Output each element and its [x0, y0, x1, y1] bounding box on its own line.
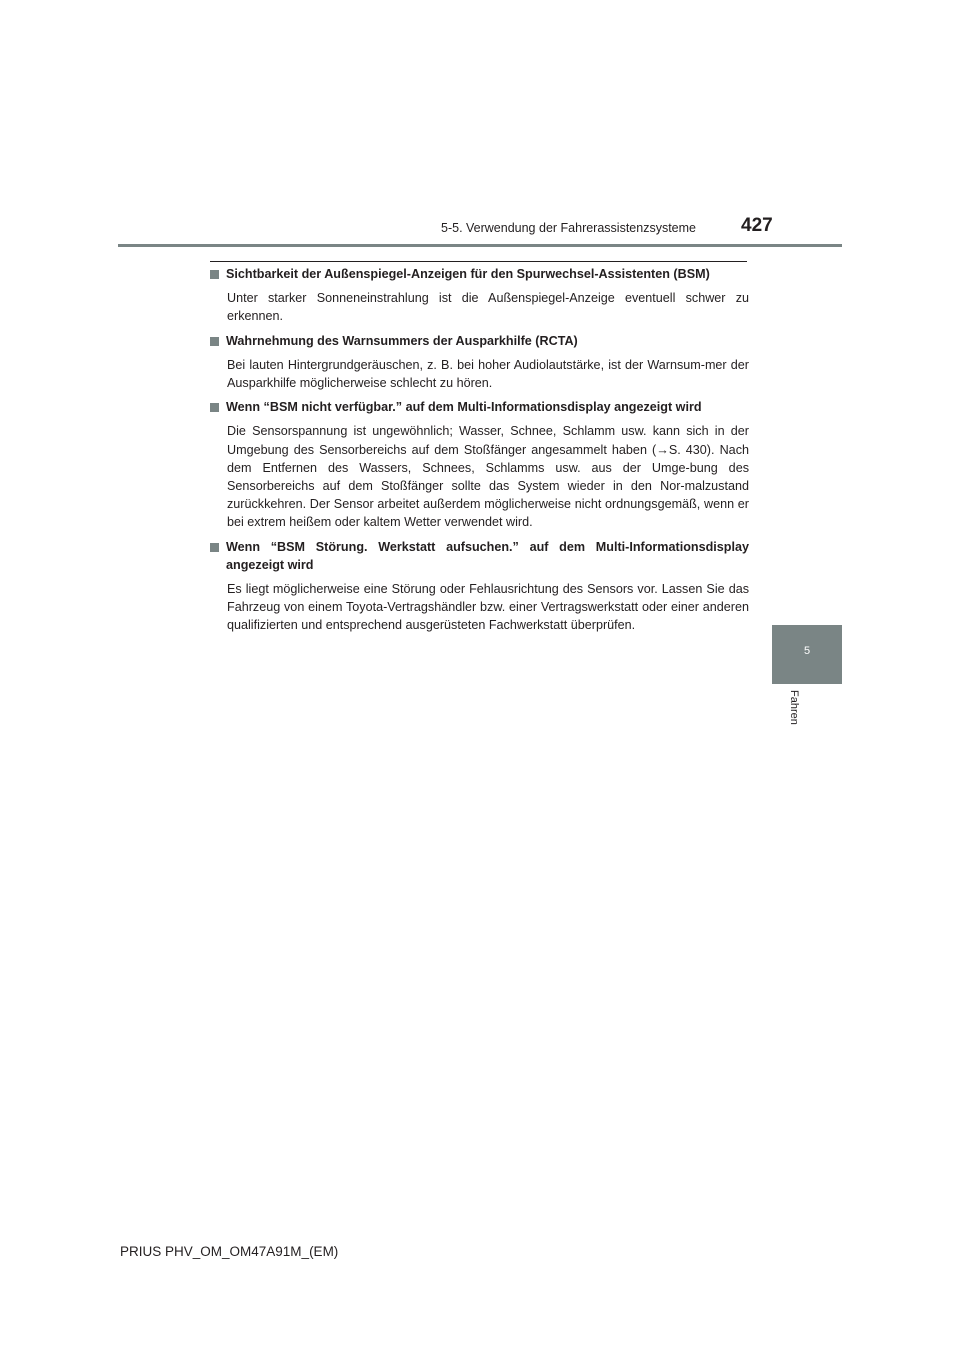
section-rcta-buzzer — [210, 332, 749, 393]
chapter-tab-number: 5 — [803, 645, 811, 657]
header-rule — [118, 244, 842, 247]
section-heading — [210, 538, 749, 574]
section-heading — [210, 332, 749, 350]
section-heading-text: Wenn “BSM nicht verfügbar.” auf dem Multi-Informationsdisplay angezeigt wird — [226, 400, 702, 415]
main-content — [210, 265, 749, 641]
footer-document-id: PRIUS PHV_OM_OM47A91M_(EM) — [120, 1244, 339, 1259]
content-top-rule — [210, 261, 747, 262]
square-bullet-icon — [210, 543, 219, 552]
section-heading — [210, 398, 749, 416]
section-heading-text: Wenn “BSM Störung. Werkstatt aufsuchen.” auf dem Multi-Informationsdisplay angezeigt wird — [226, 539, 749, 572]
section-heading — [210, 265, 749, 283]
section-bsm-malfunction — [210, 538, 749, 635]
section-heading-text: Sichtbarkeit der Außenspiegel-Anzeigen für den Spurwechsel-Assistenten (BSM) — [226, 267, 710, 281]
chapter-tab-label — [788, 690, 802, 736]
section-bsm-unavailable — [210, 398, 749, 531]
chapter-tab-label-text: Fahren — [788, 690, 800, 725]
chapter-tab — [772, 625, 842, 684]
section-body: Es liegt möglicherweise eine Störung oder Fehlausrichtung des Sensors vor. Lassen Sie das Fahrzeug von einem Toyota-Vertragshändler bzw. einer Vertragswerkstatt oder einer anderen qualifizierten und entsprechend ausgerüsteten Fachwerkstatt überprüfen. — [227, 582, 749, 633]
square-bullet-icon — [210, 270, 219, 279]
square-bullet-icon — [210, 403, 219, 412]
section-body: Die Sensorspannung ist ungewöhnlich; Wasser, Schnee, Schlamm usw. kann sich in der Umgebung des Sensorbereichs auf dem Stoßfänger angesammelt haben (→S. 430). Nach dem Entfernen des Wassers, Schnees, Schlamms usw. aus der Umge-bung des Sensorbereichs auf dem Stoßfänger sollte das System wieder in den Nor-malzustand zurückkehren. Der Sensor arbeitet außerdem möglicherweise nicht ordnungsgemäß, wenn er bei extrem heißem oder kaltem Wetter verwendet wird. — [227, 424, 749, 530]
square-bullet-icon — [210, 337, 219, 346]
section-heading-text: Wahrnehmung des Warnsummers der Ausparkhilfe (RCTA) — [226, 333, 578, 348]
section-body: Bei lauten Hintergrundgeräuschen, z. B. bei hoher Audiolautstärke, ist der Warnsum-mer der Ausparkhilfe möglicherweise schlecht zu hören. — [227, 357, 749, 391]
section-body: Unter starker Sonneneinstrahlung ist die Außenspiegel-Anzeige eventuell schwer zu erkennen. — [227, 291, 749, 324]
running-header-title: 5-5. Verwendung der Fahrerassistenzsysteme — [441, 221, 696, 235]
page-number: 427 — [741, 215, 773, 236]
section-bsm-visibility — [210, 265, 749, 326]
